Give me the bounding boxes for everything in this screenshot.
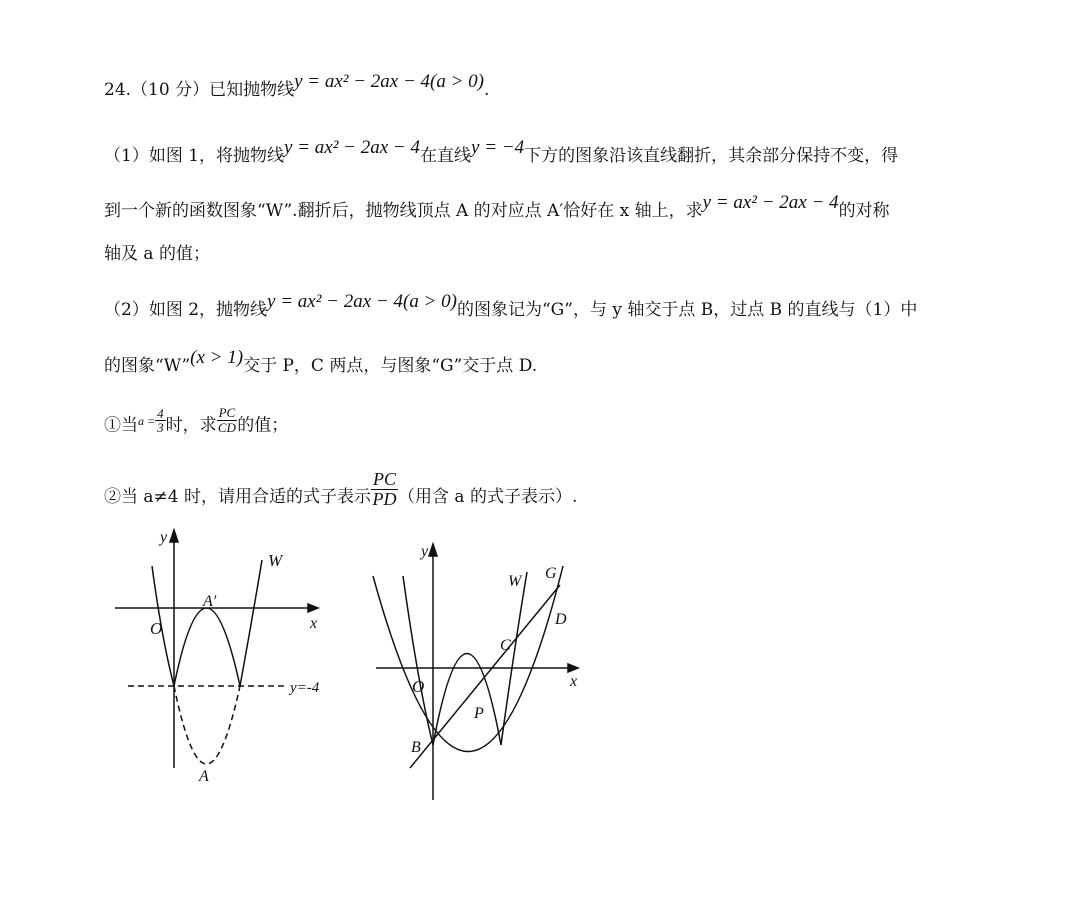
line-label: y=-4 (290, 680, 320, 696)
question2-line (104, 469, 578, 517)
pc-numerator: PC (218, 405, 236, 420)
w-label: W (508, 573, 522, 590)
y-label: y (160, 529, 168, 546)
x-label: x (570, 673, 578, 690)
reflected-parabola (174, 686, 240, 764)
curve-w-right (501, 572, 527, 745)
figure-2 (360, 530, 600, 810)
y-axis-arrow (170, 530, 178, 542)
part1-text-e: 的对称 (838, 201, 890, 221)
a-denominator: 3 (157, 420, 164, 436)
b-label: B (411, 739, 421, 756)
header-number: 24.（10 分）已知抛物线 (104, 80, 295, 100)
figure-1 (100, 520, 350, 800)
curve-w-arch (174, 608, 240, 686)
part1-text-a: （1）如图 1，将抛物线 (104, 146, 285, 166)
part1-text-b: 在直线 (420, 146, 472, 166)
c-label: C (500, 637, 511, 654)
question2-text-a: ②当 a≠4 时，请用合适的式子表示 (104, 486, 372, 507)
d-label: D (555, 611, 567, 628)
question2-text-b: （用含 a 的式子表示）. (398, 486, 578, 507)
part1-text-f: 轴及 a 的值； (104, 244, 210, 264)
part1-line3 (104, 246, 210, 263)
part2-text-c: 的图象“W” (104, 356, 191, 376)
pc-numerator: PC (373, 469, 397, 489)
a-fraction (155, 407, 166, 435)
a-value (138, 407, 166, 435)
part2-text-b: 的图象记为“G”，与 y 轴交于点 B，过点 B 的直线与（1）中 (456, 300, 918, 320)
question1-text-a: ①当 (104, 415, 138, 436)
header-end: . (484, 80, 490, 100)
part2-text-a: （2）如图 2，抛物线 (104, 300, 268, 320)
pc-cd-fraction (217, 406, 238, 434)
p-label: P (474, 705, 484, 722)
pd-denominator: PD (372, 488, 397, 509)
cd-denominator: CD (217, 419, 236, 435)
pc-pd-fraction (371, 470, 398, 509)
parabola-g (373, 566, 563, 752)
part1-line1 (104, 137, 899, 166)
y-axis-arrow (429, 544, 437, 556)
x-label: x (310, 615, 318, 632)
part1-text-c: 下方的图象沿该直线翻折，其余部分保持不变，得 (524, 146, 899, 166)
part1-line2 (104, 192, 890, 221)
x-condition: (x > 1) (190, 347, 244, 368)
a-label: A (199, 768, 209, 785)
problem-header (104, 71, 490, 100)
part2-line1 (104, 291, 918, 320)
parabola-formula: y = ax² − 2ax − 4 (284, 137, 421, 158)
origin-label: O (412, 677, 425, 696)
origin-label: O (150, 619, 163, 638)
g-label: G (545, 565, 557, 582)
part1-text-d: 到一个新的函数图象“W”.翻折后，抛物线顶点 A 的对应点 A′恰好在 x 轴上，求 (104, 201, 703, 221)
y-label: y (421, 543, 429, 560)
part2-text-d: 交于 P，C 两点，与图象“G”交于点 D. (243, 356, 538, 376)
question1-text-b: 时，求 (165, 415, 217, 436)
parabola-def-formula: y = ax² − 2ax − 4(a > 0) (267, 291, 457, 312)
parabola-formula: y = ax² − 2ax − 4 (702, 192, 839, 213)
a-prime-label: A′ (203, 593, 217, 610)
parabola-def-formula: y = ax² − 2ax − 4(a > 0) (294, 71, 485, 92)
question1-line (104, 405, 289, 441)
a-equals: a = (138, 413, 156, 428)
w-label: W (268, 551, 283, 570)
question1-text-c: 的值； (237, 415, 289, 436)
part2-line2 (104, 347, 538, 376)
curve-w-right (240, 560, 262, 686)
x-axis-arrow (308, 604, 318, 612)
x-axis-arrow (568, 664, 578, 672)
line-formula: y = −4 (471, 137, 525, 158)
a-numerator: 4 (157, 405, 164, 421)
